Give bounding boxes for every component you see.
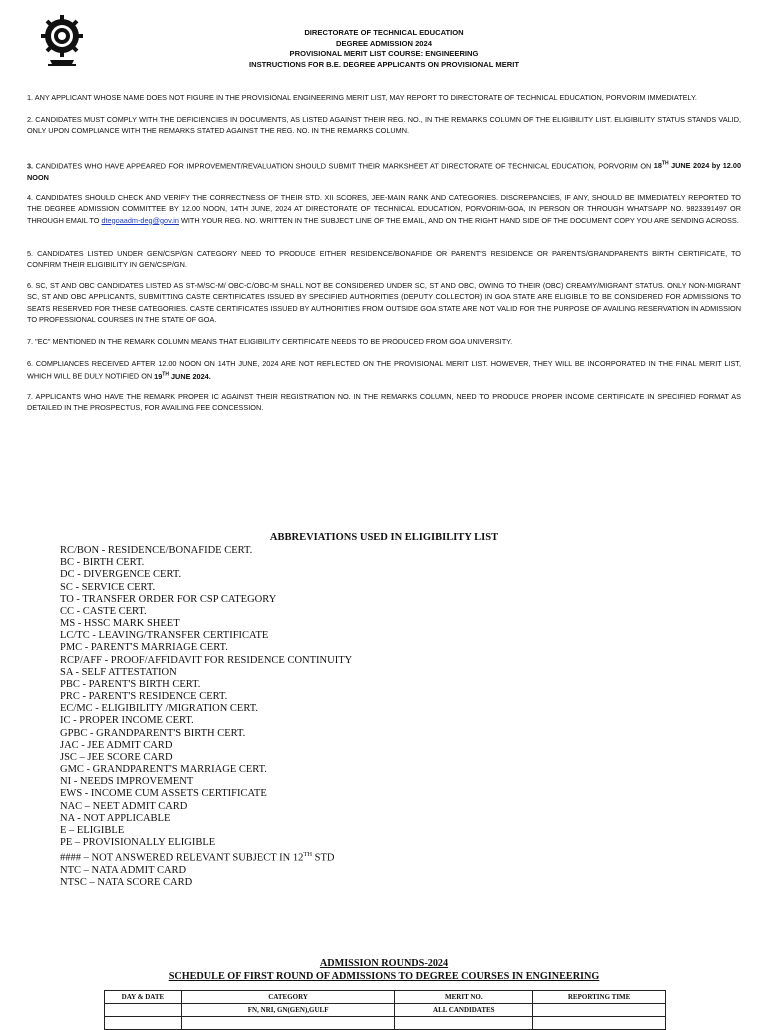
abbr-item: E – ELIGIBLE	[60, 824, 125, 836]
abbr-item: MS - HSSC MARK SHEET	[60, 618, 180, 630]
instruction-8-sup: TH	[162, 371, 169, 378]
table-row	[105, 1004, 666, 1017]
table-header-row	[105, 991, 666, 1004]
abbreviations-title: ABBREVIATIONS USED IN ELIGIBILITY LIST	[269, 532, 499, 543]
admission-rounds-title: ADMISSION ROUNDS-2024	[319, 958, 449, 969]
table-cell	[105, 1004, 182, 1017]
instruction-9: 7. APPLICANTS WHO HAVE THE REMARK PROPER IC AGAINST THEIR REGISTRATION NO. IN THE REMARKS COLUMN, NEED TO PRODUCE PROPER INCOME CERTIFICATE IN SPECIFIED FORMAT AS DETAILED IN THE PROSPECTUS, FOR AVAILING FEE CONCESSION.	[27, 392, 741, 413]
instruction-8-day: 19	[154, 371, 163, 381]
abbr-item: NI - NEEDS IMPROVEMENT	[60, 776, 194, 788]
abbr-hash-end: STD	[312, 852, 335, 864]
abbr-item: GMC - GRANDPARENT'S MARRIAGE CERT.	[60, 764, 267, 776]
instruction-4-text: 4. CANDIDATES SHOULD CHECK AND VERIFY THE CORRECTNESS OF THEIR STD. XII SCORES, JEE-MAIN RANK AND CATEGORIES. DISCREPANCIES, IF ANY, SHOULD BE IMMEDIATELY REPORTED TO THE DEGREE ADMISSION COMMITTEE BY 12.00 NOON, 14TH JUNE, 2024 AT DIRECTORATE OF TECHNICAL EDUCATION, PORVORIM-GOA, IN PERSON OR THROUGH WHATSAPP NO. 9823391497 OR THROUGH EMAIL TO	[27, 193, 741, 225]
schedule-table	[104, 990, 666, 1030]
instruction-4	[27, 192, 741, 226]
abbr-item: NA - NOT APPLICABLE	[60, 812, 171, 824]
abbr-item: TO - TRANSFER ORDER FOR CSP CATEGORY	[60, 593, 277, 605]
table-cell	[533, 1017, 666, 1030]
instruction-6: 6. SC, ST AND OBC CANDIDATES LISTED AS ST-M/SC-M/ OBC-C/OBC-M SHALL NOT BE CONSIDERED UNDER SC, ST AND OBC, OWING TO THEIR (OBC) CREAMY/MIGRANT STATUS. ONLY NON-MIGRANT SC, ST AND OBC APPLICANTS, SUBMITTING CASTE CERTIFICATES ISSUED BY SPECIFIED AUTHORITIES (DEPUTY COLLECTOR) IN GOA STATE ARE ELIGIBLE TO BE CONSIDERED FOR ADMISSIONS TO SEATS RESERVED FOR THESE CATEGORIES. CASTE CERTIFICATES ISSUED BY AUTHORITIES FROM OUTSIDE GOA STATE ARE NOT VALID FOR THE PURPOSE OF AVAILING RESERVATION IN ADMISSION TO PROFESSIONAL COURSES IN THE STATE OF GOA.	[27, 281, 741, 324]
abbr-item: RCP/AFF - PROOF/AFFIDAVIT FOR RESIDENCE CONTINUITY	[60, 654, 353, 666]
abbr-item: JSC – JEE SCORE CARD	[60, 751, 173, 763]
abbr-item: EC/MC - ELIGIBILITY /MIGRATION CERT.	[60, 703, 258, 715]
abbr-item: BC - BIRTH CERT.	[60, 557, 145, 569]
table-cell	[181, 1017, 395, 1030]
instruction-2: 2. CANDIDATES MUST COMPLY WITH THE DEFICIENCIES IN DOCUMENTS, AS LISTED AGAINST THEIR REG. NO., IN THE REMARKS COLUMN OF THE ELIGIBILITY LIST. ELIGIBILITY STATUS STANDS VALID, ONLY UPON COMPLIANCE WITH THE REMARKS STATED AGAINST THE REG. NO. IN THE REMARKS COLUMN.	[27, 115, 741, 136]
instruction-3-day: 18	[653, 161, 662, 171]
table-cell	[395, 1017, 533, 1030]
document-header	[0, 28, 768, 70]
abbr-hash-text: #### – NOT ANSWERED RELEVANT SUBJECT IN 12	[60, 852, 304, 864]
header-line-3: PROVISIONAL MERIT LIST COURSE: ENGINEERING	[289, 49, 479, 58]
instruction-8-date: JUNE 2024.	[168, 371, 211, 381]
abbr-item: SA - SELF ATTESTATION	[60, 666, 177, 678]
instruction-3-text: CANDIDATES WHO HAVE APPEARED FOR IMPROVEMENT/REVALUATION SHOULD SUBMIT THEIR MARKSHEET AT DIRECTORATE OF TECHNICAL EDUCATION, PORVORIM ON	[33, 161, 654, 171]
instruction-1: 1. ANY APPLICANT WHOSE NAME DOES NOT FIGURE IN THE PROVISIONAL ENGINEERING MERIT LIST, MAY REPORT TO DIRECTORATE OF TECHNICAL EDUCATION, PORVORIM IMMEDIATELY.	[27, 93, 697, 102]
column-header: DAY & DATE	[105, 991, 182, 1004]
table-row	[105, 1017, 666, 1030]
instruction-3-sup: TH	[661, 161, 669, 167]
abbr-item: PBC - PARENT'S BIRTH CERT.	[60, 678, 201, 690]
column-header: MERIT NO.	[395, 991, 533, 1004]
table-cell	[105, 1017, 182, 1030]
abbr-item	[60, 849, 352, 865]
table-cell	[533, 1004, 666, 1017]
abbr-item: CC - CASTE CERT.	[60, 605, 147, 617]
abbr-item: GPBC - GRANDPARENT'S BIRTH CERT.	[60, 727, 246, 739]
instruction-3	[27, 159, 741, 183]
abbr-item: SC - SERVICE CERT.	[60, 581, 156, 593]
abbr-item: DC - DIVERGENCE CERT.	[60, 569, 182, 581]
abbr-hash-sup: TH	[303, 851, 313, 859]
instruction-7: 7. "EC" MENTIONED IN THE REMARK COLUMN MEANS THAT ELIGIBILITY CERTIFICATE NEEDS TO BE PRODUCED FROM GOA UNIVERSITY.	[27, 337, 513, 346]
abbr-item: IC - PROPER INCOME CERT.	[60, 715, 194, 727]
instruction-3-deadline: JUNE 2024 by 12.00 NOON	[27, 161, 741, 182]
abbr-item: PMC - PARENT'S MARRIAGE CERT.	[60, 642, 228, 654]
instruction-8-text: 6. COMPLIANCES RECEIVED AFTER 12.00 NOON ON 14TH JUNE, 2024 ARE NOT REFLECTED ON THE PROVISIONAL MERIT LIST. HOWEVER, THEY WILL BE INCORPORATED IN THE FINAL MERIT LIST, WHICH WILL BE DULY NOTIFIED ON	[27, 359, 741, 381]
abbr-item: NTC – NATA ADMIT CARD	[60, 864, 187, 876]
instruction-5: 5. CANDIDATES LISTED UNDER GEN/CSP/GN CATEGORY NEED TO PRODUCE EITHER RESIDENCE/BONAFIDE OR PARENT'S RESIDENCE OR PARENTS/GRANDPARENTS BIRTH CERTIFICATE, TO CONFIRM THEIR ELIGIBILITY IN GEN/CSP/GN.	[27, 249, 741, 270]
schedule-title: SCHEDULE OF FIRST ROUND OF ADMISSIONS TO DEGREE COURSES IN ENGINEERING	[168, 971, 600, 982]
header-line-4: INSTRUCTIONS FOR B.E. DEGREE APPLICANTS ON PROVISIONAL MERIT	[248, 59, 520, 69]
abbreviations-list	[60, 545, 352, 889]
column-header: REPORTING TIME	[533, 991, 666, 1004]
abbr-item: PE – PROVISIONALLY ELIGIBLE	[60, 837, 216, 849]
instruction-8	[27, 358, 741, 382]
abbr-item: RC/BON - RESIDENCE/BONAFIDE CERT.	[60, 545, 253, 556]
column-header: CATEGORY	[181, 991, 395, 1004]
table-cell: FN, NRI, GN(GEN),GULF	[181, 1004, 395, 1017]
abbr-item: EWS - INCOME CUM ASSETS CERTIFICATE	[60, 788, 267, 800]
instruction-3-number: 3.	[27, 161, 34, 171]
email-link[interactable]: dtegoaadm-deg@gov.in	[101, 215, 179, 225]
header-line-1: DIRECTORATE OF TECHNICAL EDUCATION	[304, 28, 464, 37]
abbr-item: NAC – NEET ADMIT CARD	[60, 800, 188, 812]
abbr-item: LC/TC - LEAVING/TRANSFER CERTIFICATE	[60, 630, 269, 642]
abbr-item: NTSC – NATA SCORE CARD	[60, 877, 193, 889]
abbr-item: PRC - PARENT'S RESIDENCE CERT.	[60, 691, 228, 703]
abbr-item: JAC - JEE ADMIT CARD	[60, 739, 173, 751]
instruction-4-text-end: WITH YOUR REG. NO. WRITTEN IN THE SUBJECT LINE OF THE EMAIL, AND ON THE RIGHT HAND SIDE OF THE DOCUMENT COPY YOU ARE SENDING ACROSS.	[178, 215, 739, 225]
admission-title	[0, 957, 768, 983]
header-line-2: DEGREE ADMISSION 2024	[336, 38, 432, 48]
table-cell: ALL CANDIDATES	[395, 1004, 533, 1017]
